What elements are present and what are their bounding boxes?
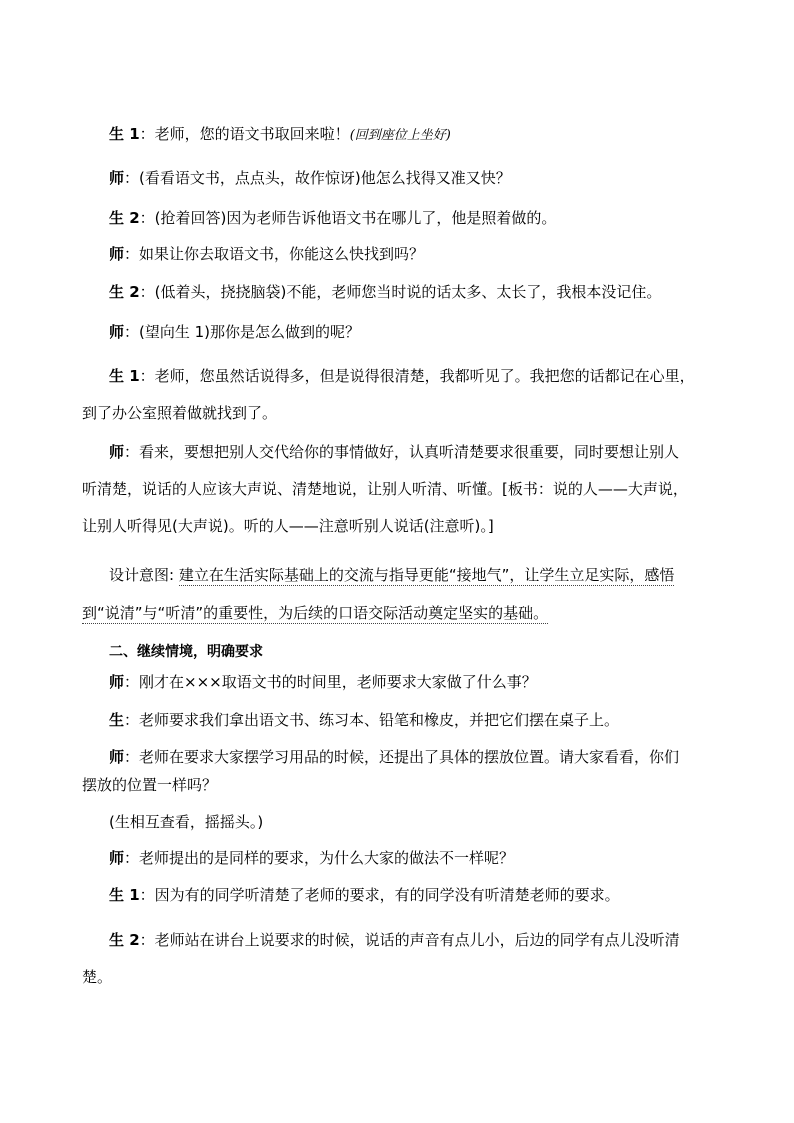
dialogue-line	[109, 168, 511, 188]
dialogue-line	[109, 710, 619, 730]
design-intent-text: 建立在生活实际基础上的交流与指导更能“接地气”，让学生立足实际，感悟	[178, 566, 675, 584]
speaker-label: 生 2	[109, 283, 140, 301]
speaker-label: 师	[109, 323, 125, 341]
stage-direction: (生相互查看，摇摇头。)	[109, 813, 264, 831]
speaker-label: 师	[109, 245, 125, 263]
dialogue-continuation: 让别人听得见(大声说)。听的人——注意听别人说话(注意听)。]	[82, 517, 494, 535]
dialogue-continuation: 到了办公室照着做就找到了。	[82, 404, 278, 422]
speaker-label: 师	[109, 748, 125, 766]
dialogue-line	[109, 244, 424, 264]
dialogue-text: ：(看看语文书，点点头，故作惊讶)他怎么找得又准又快？	[124, 169, 511, 187]
dialogue-text: ：老师，您虽然话说得多，但是说得很清楚，我都听见了。我把您的话都记在心里，	[139, 367, 695, 385]
speaker-label: 生 2	[109, 931, 140, 949]
speaker-label: 生 1	[109, 886, 140, 904]
speaker-label: 生 1	[109, 367, 140, 385]
dialogue-text: ：刚才在×××取语文书的时间里，老师要求大家做了什么事？	[124, 673, 537, 691]
speaker-label: 生 1	[109, 125, 140, 143]
dialogue-line	[109, 208, 556, 228]
dialogue-text: ：因为有的同学听清楚了老师的要求，有的同学没有听清楚老师的要求。	[139, 886, 620, 904]
dialogue-line	[109, 747, 679, 767]
dialogue-line	[109, 885, 620, 905]
section-heading: 二、继续情境，明确要求	[109, 644, 263, 660]
dialogue-text: ：老师要求我们拿出语文书、练习本、铅笔和橡皮，并把它们摆在桌子上。	[124, 711, 620, 729]
dialogue-line	[109, 442, 679, 462]
dialogue-continuation: 摆放的位置一样吗？	[82, 776, 218, 794]
dialogue-text: ：老师，您的语文书取回来啦！	[139, 125, 350, 143]
dialogue-text: ：老师在要求大家摆学习用品的时候，还提出了具体的摆放位置。请大家看看，你们	[124, 748, 680, 766]
design-intent	[109, 565, 674, 585]
dialogue-text: ：(抢着回答)因为老师告诉他语文书在哪儿了，他是照着做的。	[139, 209, 557, 227]
dialogue-continuation: 听清楚，说话的人应该大声说、清楚地说，让别人听清、听懂。[板书：说的人——大声说，	[82, 480, 688, 498]
dialogue-line	[109, 282, 661, 302]
dialogue-line	[109, 848, 514, 868]
speaker-label: 师	[109, 673, 125, 691]
dialogue-text: ：如果让你去取语文书，你能这么快找到吗？	[124, 245, 425, 263]
dialogue-line	[109, 322, 360, 342]
dialogue-continuation: 楚。	[82, 968, 113, 986]
design-intent-label: 设计意图:	[109, 566, 179, 584]
dialogue-text: ：(低着头，挠挠脑袋)不能，老师您当时说的话太多、太长了，我根本没记住。	[139, 283, 662, 301]
dialogue-line	[109, 930, 680, 950]
speaker-label: 师	[109, 443, 125, 461]
design-intent-text-cont: 到“说清”与“听清”的重要性，为后续的口语交际活动奠定坚实的基础。	[82, 604, 549, 622]
speaker-label: 生	[109, 711, 125, 729]
dialogue-text: ：看来，要想把别人交代给你的事情做好，认真听清楚要求很重要，同时要想让别人	[124, 443, 680, 461]
speaker-label: 生 2	[109, 209, 140, 227]
dialogue-text: ：(望向生 1)那你是怎么做到的呢？	[124, 323, 361, 341]
dialogue-text: ：老师站在讲台上说要求的时候，说话的声音有点儿小，后边的同学有点儿没听清	[139, 931, 680, 949]
speaker-label: 师	[109, 849, 125, 867]
speaker-label: 师	[109, 169, 125, 187]
stage-note: (回到座位上坐好)	[349, 128, 451, 143]
dialogue-line	[109, 672, 537, 692]
dialogue-line	[109, 366, 695, 386]
design-intent-continuation	[82, 603, 548, 623]
dialogue-line	[109, 124, 451, 146]
dialogue-text: ：老师提出的是同样的要求，为什么大家的做法不一样呢？	[124, 849, 515, 867]
